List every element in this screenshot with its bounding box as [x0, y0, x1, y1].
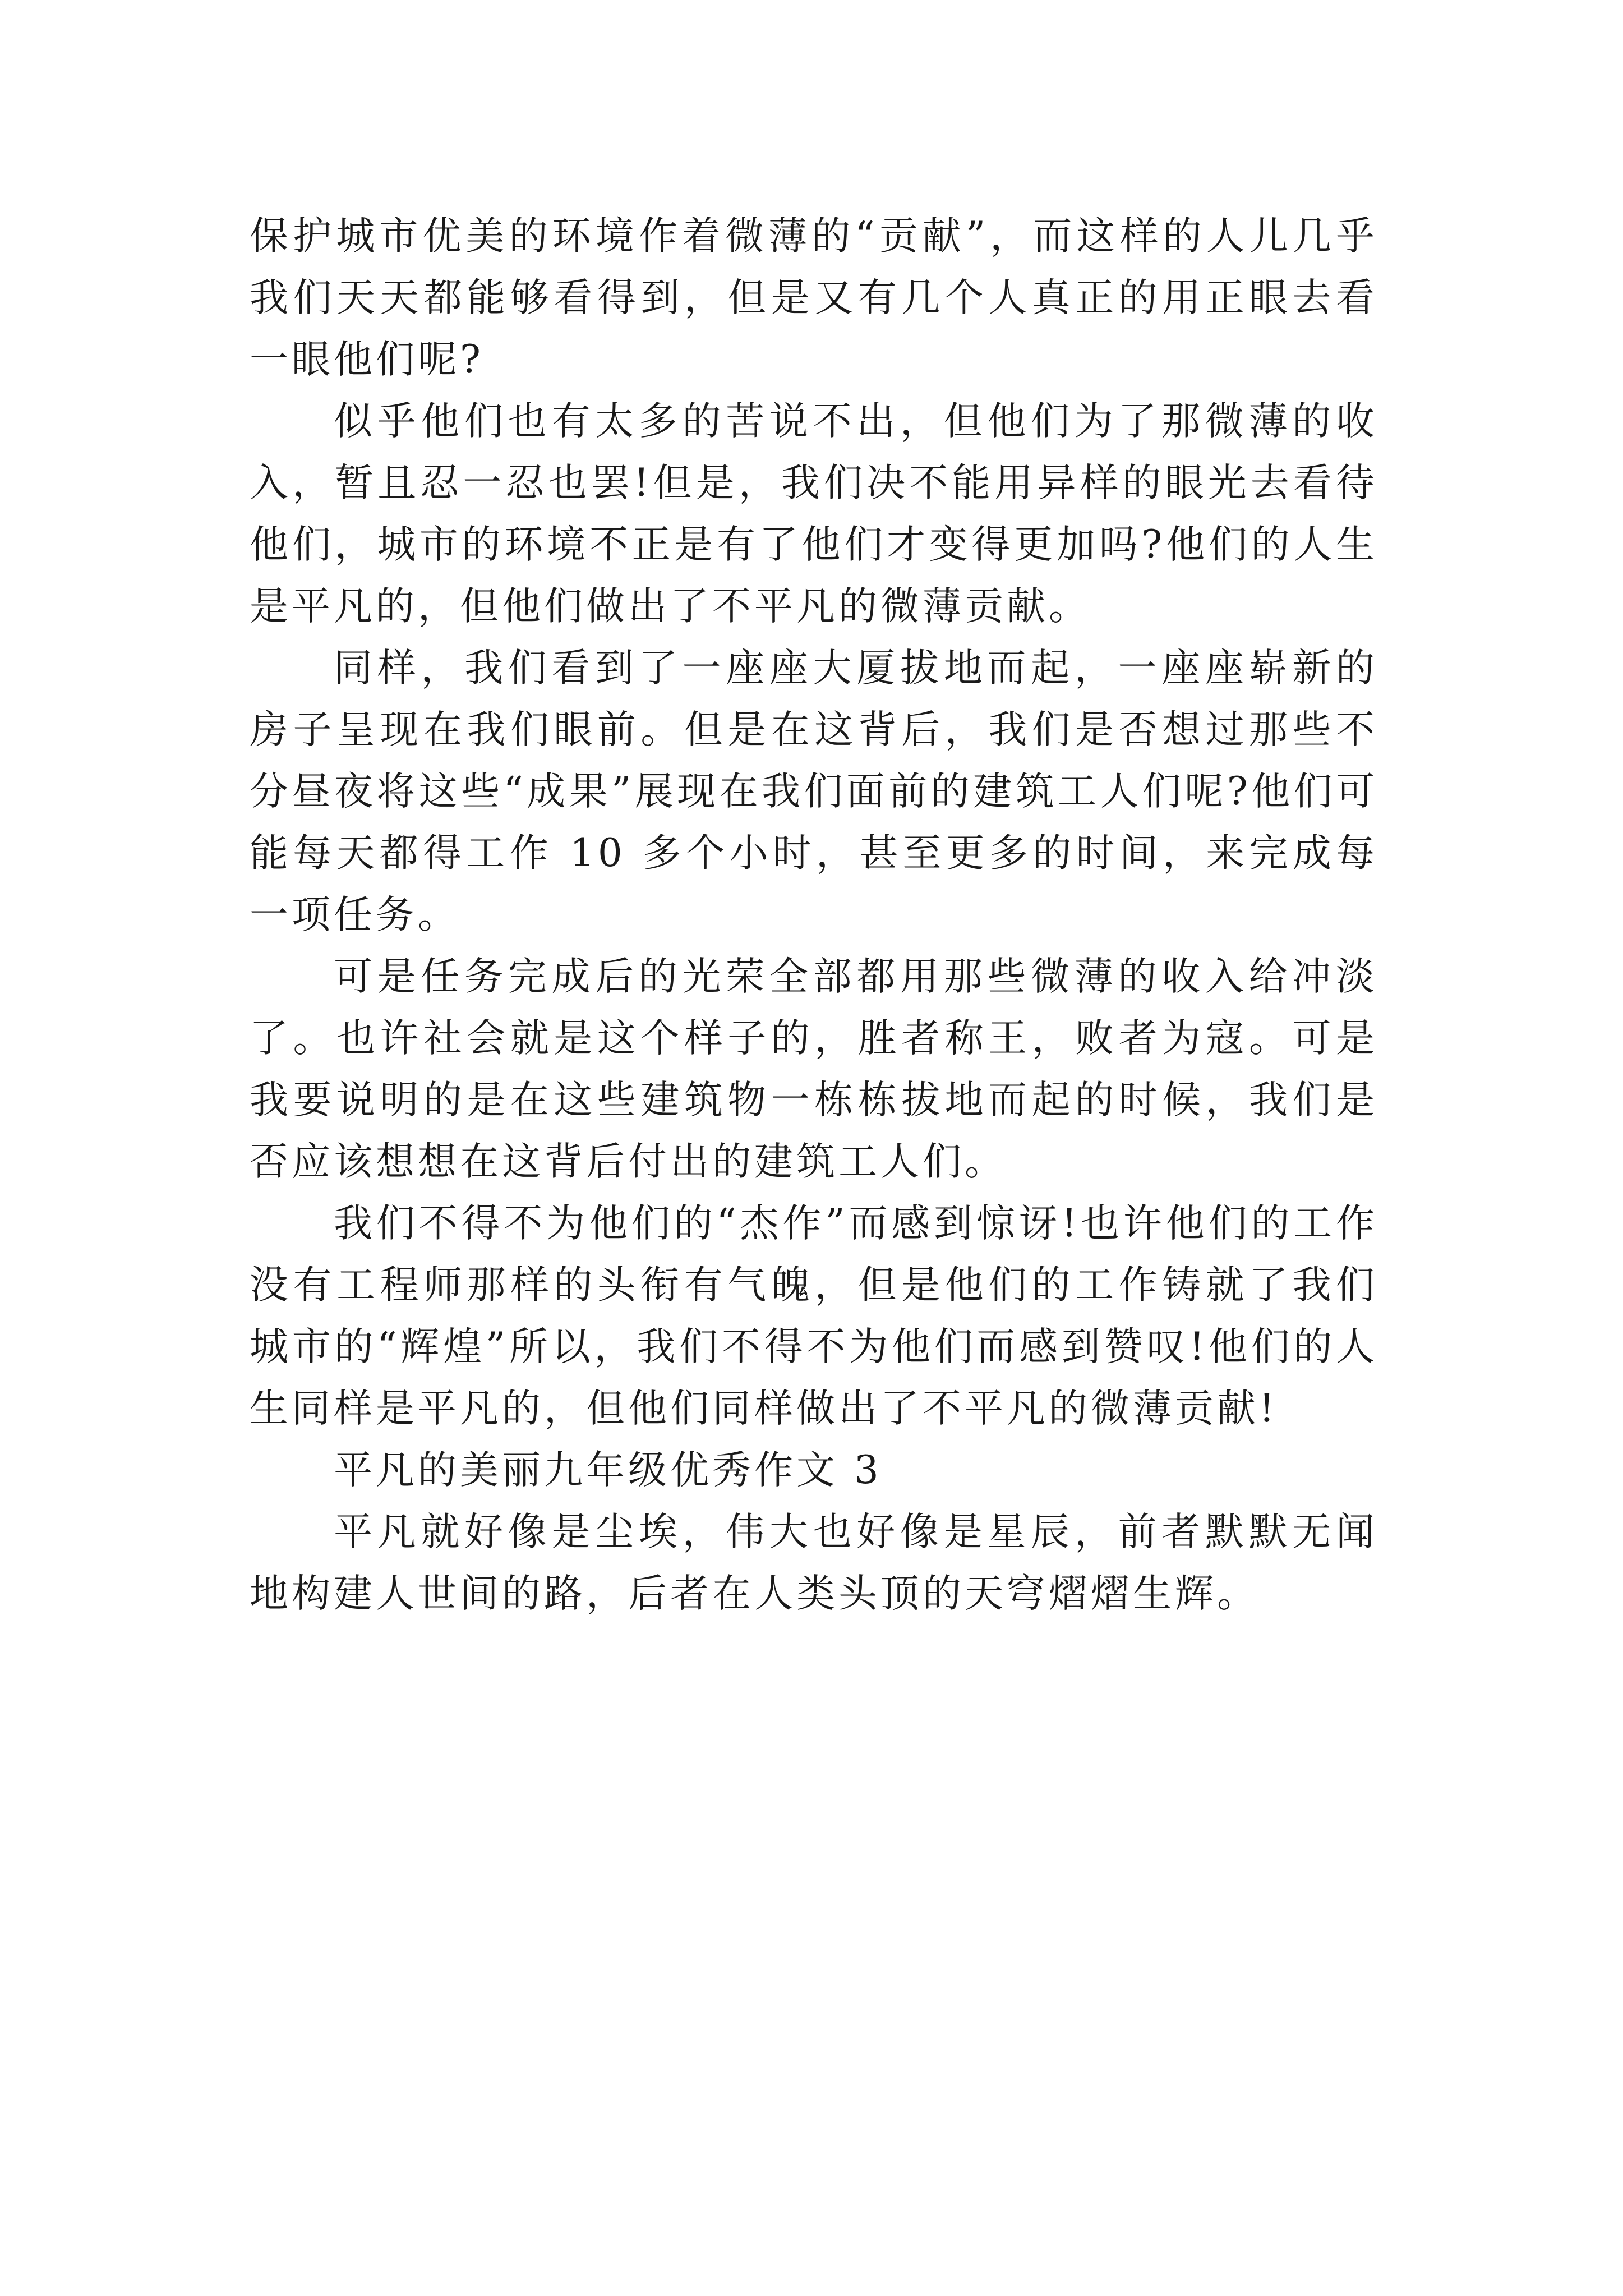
paragraph: 可是任务完成后的光荣全部都用那些微薄的收入给冲淡了。也许社会就是这个样子的，胜者称王，败者为寇。可是我要说明的是在这些建筑物一栋栋拔地而起的时候，我们是否应该想想在这背后付出的建筑工人们。	[250, 954, 1378, 1184]
paragraph: 我们不得不为他们的“杰作”而感到惊讶!也许他们的工作没有工程师那样的头衔有气魄，但是他们的工作铸就了我们城市的“辉煌”所以，我们不得不为他们而感到赞叹!他们的人生同样是平凡的，但他们同样做出了不平凡的微薄贡献!	[250, 1201, 1378, 1431]
section-heading: 平凡的美丽九年级优秀作文 3	[334, 1448, 882, 1493]
body-text	[250, 205, 1378, 1625]
paragraph: 平凡就好像是尘埃，伟大也好像是星辰，前者默默无闻地构建人世间的路，后者在人类头顶的天穹熠熠生辉。	[250, 1510, 1378, 1616]
paragraph-continuation: 保护城市优美的环境作着微薄的“贡献”，而这样的人儿几乎我们天天都能够看得到，但是又有几个人真正的用正眼去看一眼他们呢?	[250, 214, 1378, 382]
paragraph: 同样，我们看到了一座座大厦拔地而起，一座座崭新的房子呈现在我们眼前。但是在这背后，我们是否想过那些不分昼夜将这些“成果”展现在我们面前的建筑工人们呢?他们可能每天都得工作 10 多个小时，甚至更多的时间，来完成每一项任务。	[250, 646, 1378, 937]
paragraph: 似乎他们也有太多的苦说不出，但他们为了那微薄的收入，暂且忍一忍也罢!但是，我们决不能用异样的眼光去看待他们，城市的环境不正是有了他们才变得更加吗?他们的人生是平凡的，但他们做出了不平凡的微薄贡献。	[250, 399, 1378, 629]
